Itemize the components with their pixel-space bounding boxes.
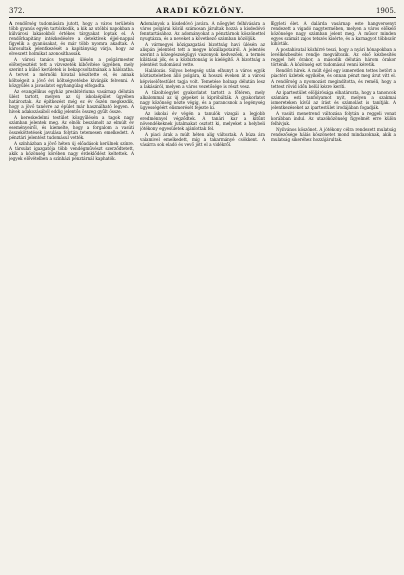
newspaper-title: ARADI KÖZLÖNY. <box>156 6 245 15</box>
issue-date: 1905. <box>375 7 396 15</box>
paragraph: Az iskolai év végén a tanulók vizsgái a legjobb eredménnyel végződtek. A tanári kar a kitűnt növendékeknek jutalmakat osztott ki, melyeket a helybeli jótékony egyesületek ajánlottak fel. <box>140 110 265 131</box>
paragraph: A vármegyei közigazgatási bizottság havi ülésén az alispán jelentést tett a megye közállapotairól. A jelentés szerint a közegészségügyi viszonyok kedvezőek, a termés kilátásai jók, és a közbiztonság is kielégítő. A bizottság a jelentést tudomásul vette. <box>140 42 265 68</box>
header-rule <box>9 17 396 18</box>
paragraph: A vasúti menetrend változása folytán a reggeli vonat korábban indul. Az utazóközönség figyelmét erre külön felhívjuk. <box>271 110 396 126</box>
paragraph: A városi tanács tegnapi ülésén a polgármester előterjesztést tett a vízvezeték kibővítése ügyében, mely szerint a külső kerületek is bekapcsoltatnának a hálózatba. A tervet a mérnöki hivatal készítette el, és annak költségeit a jövő évi költségvetésbe kívánják felvenni. A közgyűlés a javaslatot egyhangúlag elfogadta. <box>9 57 134 88</box>
paragraph: A tűzoltóegylet gyakorlatot tartott a főtéren, mely alkalommal az új gépeket is kipróbálták. A gyakorlatot nagy közönség nézte végig, és a parancsnok a legénység ügyességéért elismerését fejezte ki. <box>140 89 265 110</box>
paragraph: Egyleti élet. A dalárda vasárnap este hangversenyt rendezett a vigadó nagytermében, melyen a város előkelő közönsége nagy számban jelent meg. A műsor minden egyes számát zajos tetszés kísérte, és a karnagyot többször kihívták. <box>271 21 396 47</box>
paragraph: Az evangélikus egyház presbitériuma vasárnap délután ülést tartott, melyen az új iskolaépület ügyében határoztak. Az építkezést még ez év őszén megkezdik, hogy a jövő tanévre az épület már használható legyen. A hívek adakozásából eddig jelentős összeg gyűlt össze. <box>9 88 134 114</box>
paragraph: A rendőrség tudomására jutott, hogy a város területén több gyanús egyén tartózkodik, a kik az utóbbi napokban a külvárosi lakásokból értékes tárgyakat loptak el. A rendőrkapitány intézkedésére a detektívek éjjel-nappal figyelik a gyanúsakat, és már több nyomra akadtak. A károsultak jelentkezését a kapitányság várja, hogy az elveszett holmikat azonosíthassák. <box>9 21 134 57</box>
paragraph: Nyilvános köszönet. A jótékony célra rendezett mulatság rendezősége hálás köszönetet mond mindazoknak, akik a mulatság sikeréhez hozzájárultak. <box>271 126 396 143</box>
paragraph: A színházban a jövő héten új előadások kerülnek színre. A társulat igazgatója több vendégművészt szerződtetett, akik a közönség körében nagy érdeklődést keltettek. A jegyek elővételben a színházi pénztárnál kaphatók. <box>9 141 134 162</box>
column-2 <box>140 21 265 565</box>
paragraph: Rendőri hírek. A múlt éjjel egy ismeretlen tettes betört a piactéri üzletek egyikébe, és onnan pénzt meg árut vitt el. A rendőrség a nyomozást megindította, és reméli, hogy a tettest rövid időn belül kézre keríti. <box>271 68 396 89</box>
paragraph: A kereskedelmi testület közgyűlésén a tagok nagy számban jelentek meg. Az elnök beszámolt az elmúlt év eseményeiről, és kiemelte, hogy a forgalom a vasúti összeköttetések javulása folytán tetemesen emelkedett. A pénztári jelentést tudomásul vették. <box>9 114 134 141</box>
paragraph: Adományok a kisdedóvó javára. A nőegylet felhívására a város polgárai közül számosan járultak hozzá a kisdedóvó fenntartásához. Az adományokat a pénztárnok köszönettel nyugtázza, és a neveket a következő számban közöljük. <box>140 21 265 42</box>
paragraph: A postahivatal közhírré teszi, hogy a nyári hónapokban a levélkézbesítés rendje megváltozik. Az első kézbesítés reggel hét órakor, a második délután három órakor történik. A közönség ezt tudomásul venni kéretik. <box>271 47 396 68</box>
paragraph: Halálozás. Súlyos betegség után elhunyt a város egyik köztiszteletben álló polgára, ki hosszú éveken át a városi képviselőtestület tagja volt. Temetése holnap délután lesz a lakásáról, melyen a város vezetősége is részt vesz. <box>140 68 265 89</box>
paragraph: Az ipartestület elöljárósága elhatározta, hogy a tanoncok számára esti tanfolyamot nyit, melyen a szakmai ismereteken kívül az írást és számolást is tanítják. A jelentkezéseket az ipartestület irodájában fogadják. <box>271 89 396 110</box>
page-number: 372. <box>9 7 25 15</box>
column-3 <box>271 21 396 565</box>
paragraph: A piaci árak a múlt héten alig változtak. A búza ára valamivel emelkedett, míg a takarmányé csökkent. A vásárra sok eladó és vevő jött el a vidékről. <box>140 131 265 148</box>
page-header <box>9 6 396 15</box>
text-columns <box>9 21 396 565</box>
column-1 <box>9 21 134 565</box>
